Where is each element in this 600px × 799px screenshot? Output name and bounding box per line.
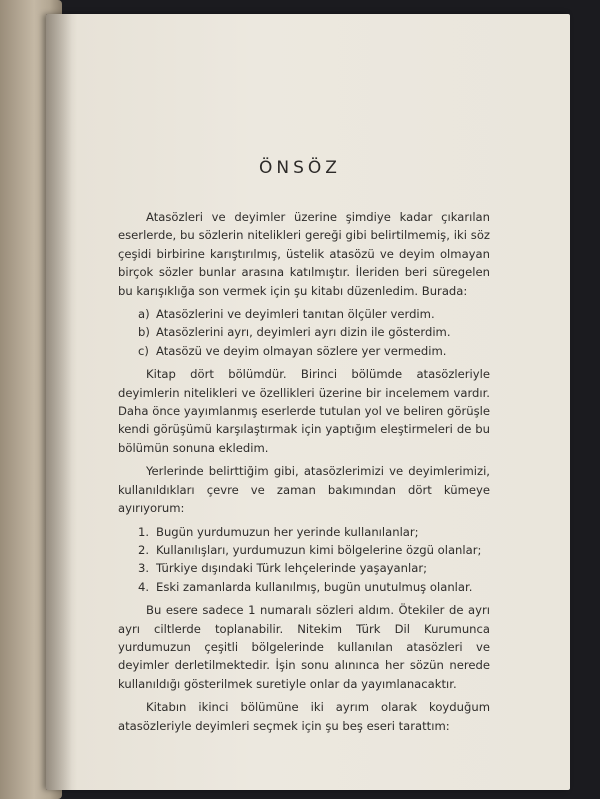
list-item (118, 559, 490, 577)
list-text: Eski zamanlarda kullanılmış, bugün unutulmuş olanlar. (156, 579, 473, 594)
list-text: Kullanılışları, yurdumuzun kimi bölgelerine özgü olanlar; (156, 542, 482, 557)
list-text: Türkiye dışındaki Türk lehçelerinde yaşayanlar; (156, 561, 427, 576)
list-item (118, 305, 490, 323)
list-item (118, 523, 490, 541)
list-item (118, 541, 490, 559)
list-marker: 4. (138, 579, 150, 594)
list-text: Atasözü ve deyim olmayan sözlere yer vermedim. (156, 343, 447, 358)
list-marker: 1. (138, 524, 150, 539)
list-marker: 2. (138, 542, 150, 557)
list-text: Atasözlerini ayrı, deyimleri ayrı dizin ile gösterdim. (156, 325, 451, 340)
paragraph-sources: Kitabın ikinci bölümüne iki ayrım olarak koyduğum atasözleriyle deyimleri seçmek için şu beş eseri tarattım: (118, 700, 490, 733)
list-marker: 3. (138, 561, 150, 576)
list-text: Atasözlerini ve deyimleri tanıtan ölçüler verdim. (156, 307, 435, 322)
list-item (118, 323, 490, 341)
paragraph-chapters: Kitap dört bölümdür. Birinci bölümde atasözleriyle deyimlerin nitelikleri ve özellikleri üzerine bir incelemem vardır. Daha önce yayımlanmış eserlerde tutulan yol ve beliren görüşle kendi görüşümü karşılaştırmak için yaptığım eleştirmeleri de bu bölümün sonuna ekledim. (118, 367, 490, 455)
list-item (118, 578, 490, 596)
groups-list (118, 523, 490, 597)
body-text (118, 208, 490, 740)
paragraph-intro: Atasözleri ve deyimler üzerine şimdiye kadar çıkarılan eserlerde, bu sözlerin nitelikleri gereği gibi belirtilmemiş, iki söz çeşidi birbirine karıştırılmış, üstelik atasözü ve deyim olmayan birçok sözler bunlar arasına katılmıştır. İleriden beri süregelen bu karışıklığa son vermek için şu kitabı düzenledim. Burada: (118, 210, 490, 298)
paragraph-groups: Yerlerinde belirttiğim gibi, atasözlerimizi ve deyimlerimizi, kullanıldıkları çevre ve zaman bakımından dört kümeye ayırıyorum: (118, 464, 490, 516)
list-item (118, 342, 490, 360)
paragraph-scope: Bu esere sadece 1 numaralı sözleri aldım. Ötekiler de ayrı ayrı ciltlerde toplanabilir. Nitekim Türk Dil Kurumunca yurdumuzun çeşitli bölgelerinde kullanılan atasözleri ve deyimler derletilmektedir. İşin sonu alınınca her sözün nerede kullanıldığı gösterilmek suretiyle onlar da yayımlanacaktır. (118, 603, 490, 691)
list-marker: c) (138, 343, 149, 358)
goals-list (118, 305, 490, 360)
list-text: Bugün yurdumuzun her yerinde kullanılanlar; (156, 524, 419, 539)
page-title: ÖNSÖZ (259, 158, 341, 178)
spine-shadow (46, 14, 72, 790)
list-marker: a) (138, 307, 150, 322)
list-marker: b) (138, 325, 150, 340)
